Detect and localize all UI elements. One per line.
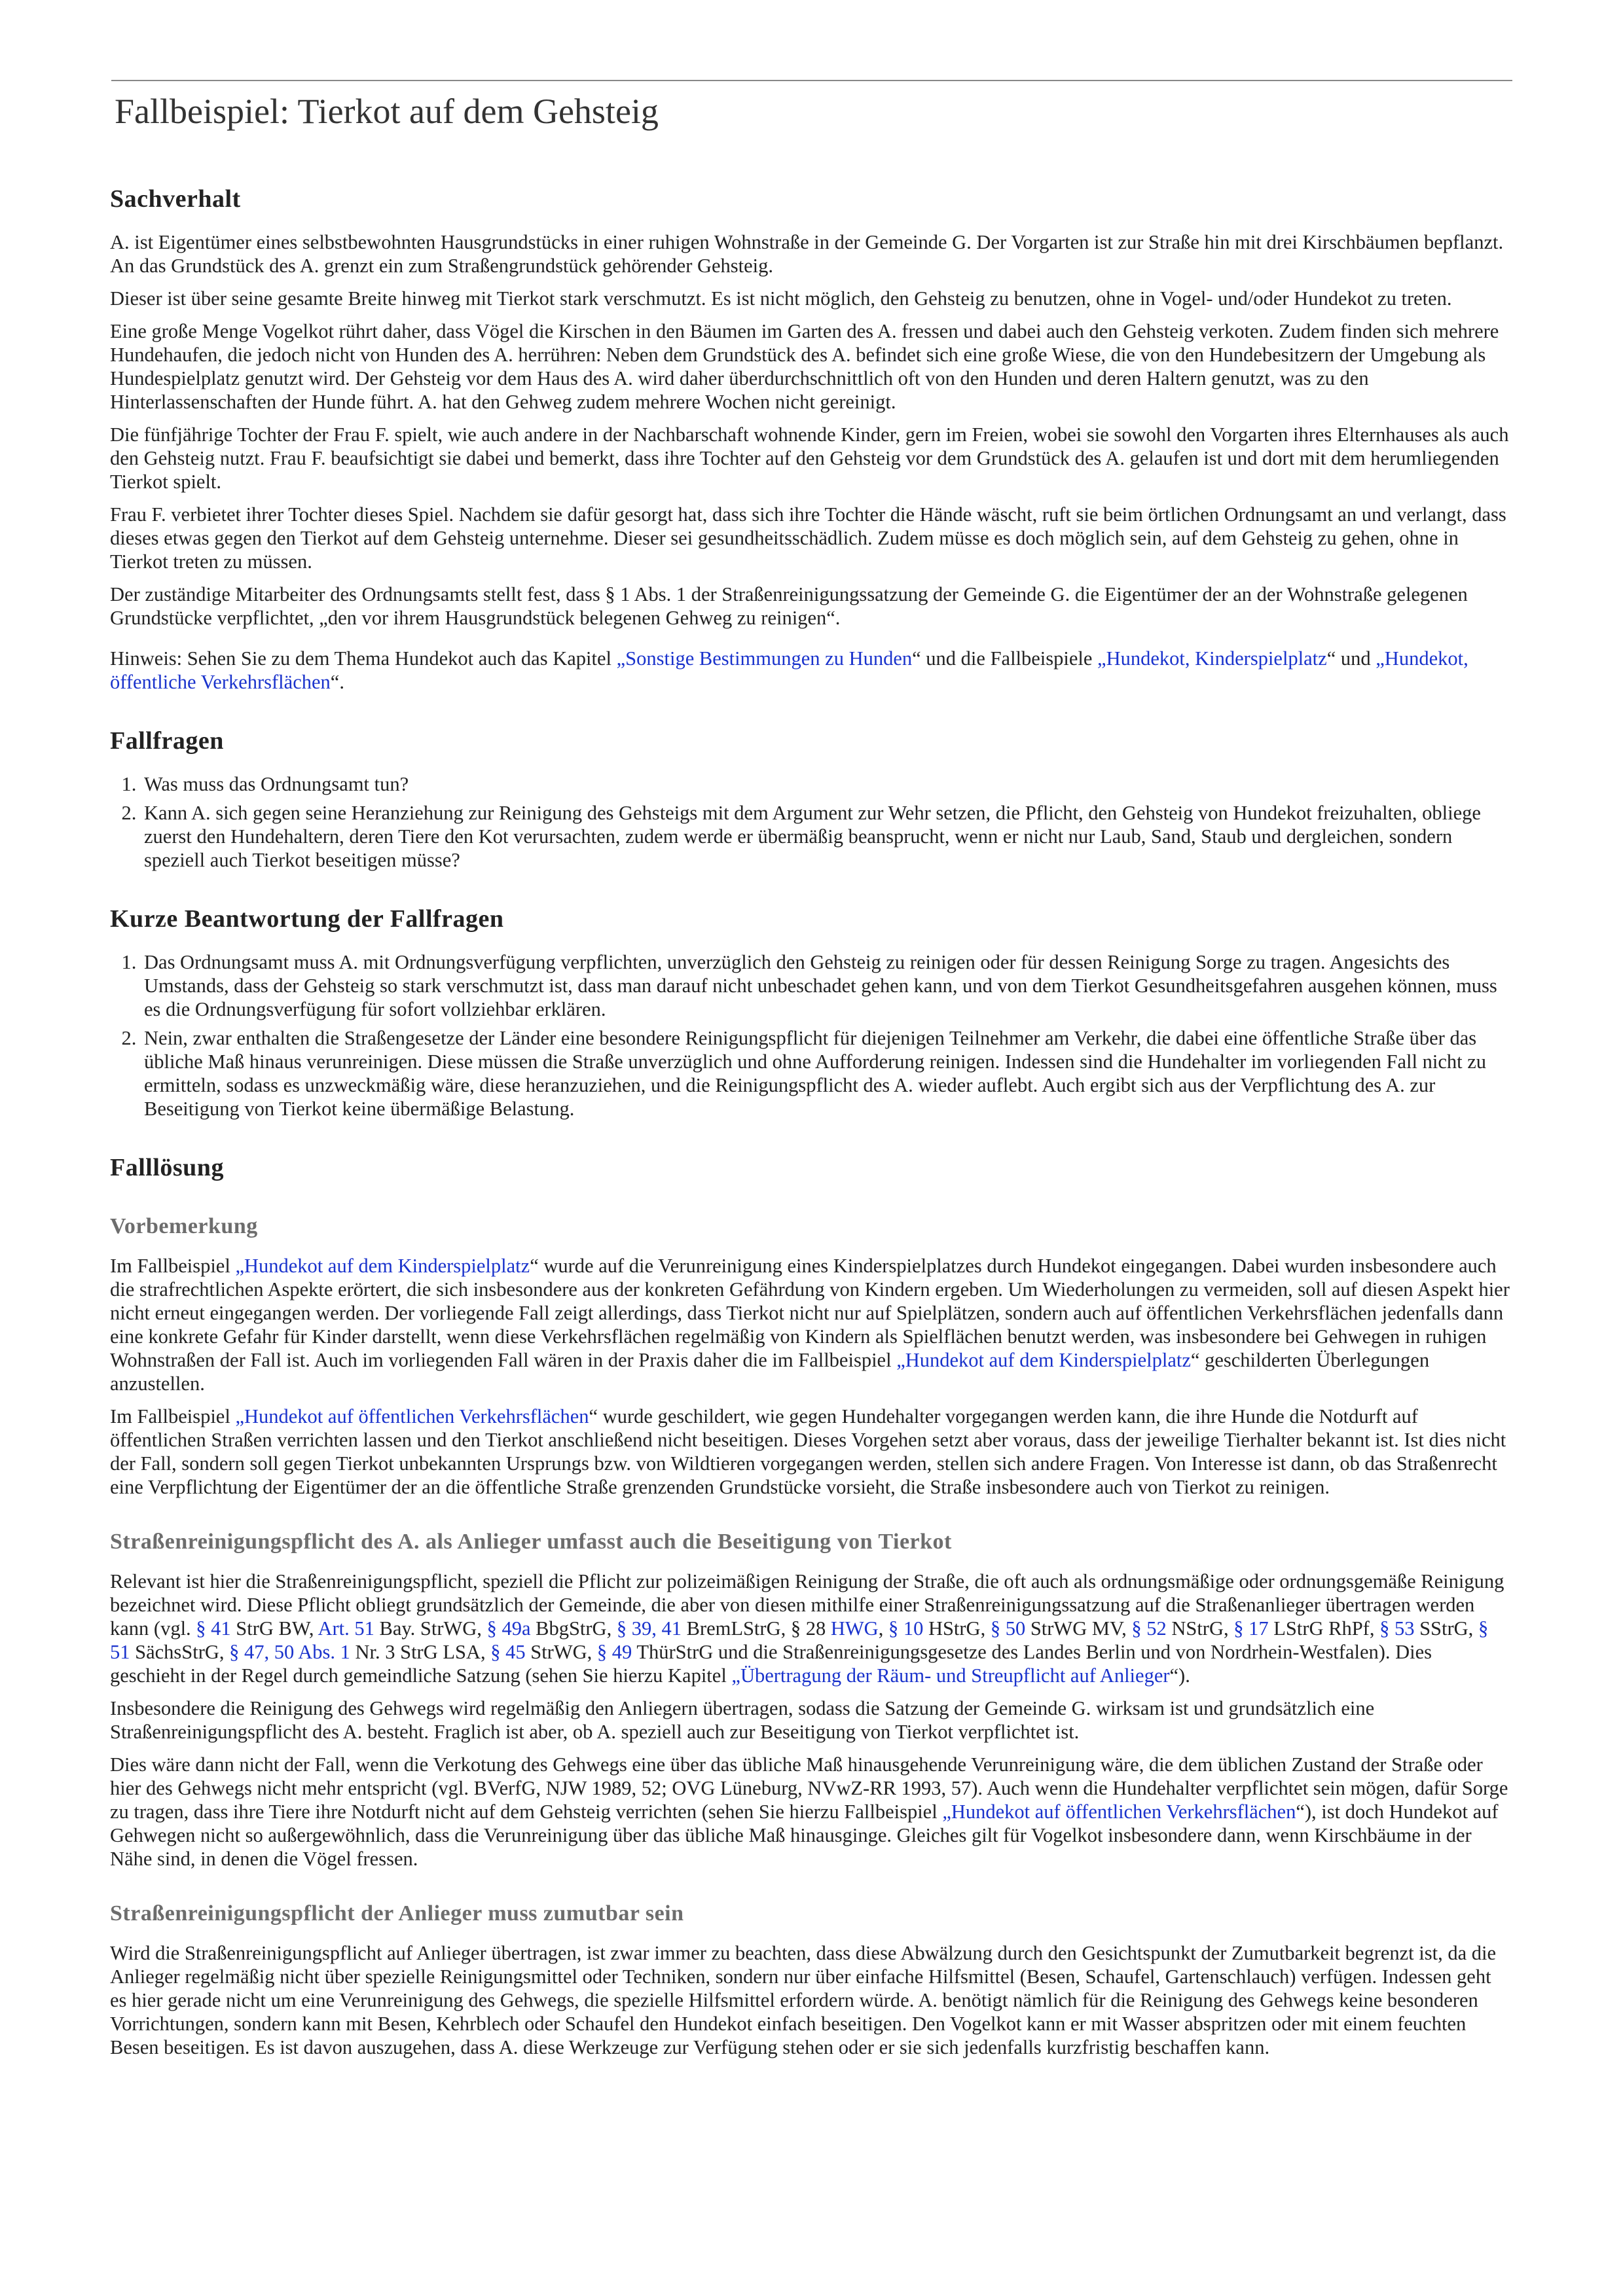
text: BbgStrG, (530, 1617, 617, 1640)
link-law-reference[interactable]: § 39, 41 (616, 1617, 682, 1640)
link-law-reference[interactable]: § 53 (1379, 1617, 1415, 1640)
link-law-reference[interactable]: § 49 (596, 1641, 632, 1663)
heading-fallfragen: Fallfragen (110, 727, 224, 755)
paragraph: Wird die Straßenreinigungspflicht auf Anlieger übertragen, ist zwar immer zu beachten, dass diese Abwälzung durch den Gesichtspunkt der Zumutbarkeit begrenzt ist, da die Anlieger regelmäßig nicht über spezielle Reinigungsmittel oder Techniken, sondern nur über einfache Hilfsmittel (Besen, Schaufel, Gartenschlauch) verfügen. Indessen geht es hier gerade nicht um eine Verunreinigung des Gehwegs, die spezielle Hilfsmittel erfordern würde. A. benötigt nämlich für die Reinigung des Gehwegs keine besonderen Vorrichtungen, sondern kann mit Besen, Kehrblech oder Schaufel den Hundekot einfach beseitigen. Den Vogelkot kann er mit Wasser abspritzen oder mit einem feuchten Besen beseitigen. Es ist davon auszugehen, dass A. diese Werkzeuge zur Verfügung stehen oder er sie sich jedenfalls kurzfristig beschaffen kann. (110, 1942, 1497, 2058)
text: “. (330, 671, 344, 693)
link-law-reference[interactable]: § 51 (110, 1617, 1489, 1663)
text: “), ist doch Hundekot auf Gehwegen nicht so außergewöhnlich, dass die Verunreinigung über das übliche Maß hinausginge. Gleiches gilt für Vogelkot insbesondere dann, wenn Kirschbäume in der Nähe sind, in denen die Vögel fressen. (110, 1801, 1499, 1870)
text: Dies wäre dann nicht der Fall, wenn die Verkotung des Gehwegs eine über das übliche Maß hinausgehende Verunreinigung wäre, die dem üblichen Zustand der Straße oder hier des Gehwegs nicht mehr entspricht (vgl. BVerfG, NJW 1989, 52; OVG Lüneburg, NVwZ-RR 1993, 57). Auch wenn die Hundehalter verpflichtet sein mögen, dafür Sorge zu tragen, dass ihre Tiere ihre Notdurft nicht auf dem Gehsteig verrichten (sehen Sie hierzu Fallbeispiel (110, 1753, 1508, 1823)
list-item: 1. Das Ordnungsamt muss A. mit Ordnungsverfügung verpflichten, unverzüglich den Gehsteig zu reinigen oder für dessen Reinigung Sorge zu tragen. Angesichts des Umstands, dass der Gehsteig so stark verschmutzt ist, dass man darauf nicht unbeschadet gehen kann, und von dem Tierkot Gesundheitsgefahren ausgehen können, muss es die Ordnungsverfügung für sofort vollziehbar erklären. (141, 950, 1511, 1021)
text: StrWG, (525, 1641, 597, 1663)
paragraph (110, 1405, 1511, 1499)
paragraph: Dieser ist über seine gesamte Breite hinweg mit Tierkot stark verschmutzt. Es ist nicht möglich, den Gehsteig zu benutzen, ohne in Vogel- und/oder Hundekot zu treten. (110, 287, 1452, 310)
paragraph: Die fünfjährige Tochter der Frau F. spielt, wie auch andere in der Nachbarschaft wohnende Kinder, gern im Freien, wobei sie sowohl den Vorgarten ihres Elternhauses als auch den Gehsteig nutzt. Frau F. beaufsichtigt sie dabei und bemerkt, dass ihre Tochter auf den Gehsteig vor dem Grundstück des A. gelaufen ist und dort mit dem herumliegenden Tierkot spielt. (110, 423, 1509, 493)
text: Relevant ist hier die Straßenreinigungspflicht, speziell die Pflicht zur polizeimäßigen Reinigung der Straße, die oft auch als ordnungsmäßige oder ordnungsgemäße Reinigung bezeichnet wird. Diese Pflicht obliegt grundsätzlich der Gemeinde, die aber von diesen mithilfe einer Straßenreinigungssatzung auf die Straßenanlieger übertragen werden kann (vgl. (110, 1570, 1504, 1640)
text: BremLStrG, § 28 (681, 1617, 831, 1640)
fallfragen-list (110, 772, 1511, 872)
text: Bay. StrWG, (374, 1617, 487, 1640)
paragraph: Eine große Menge Vogelkot rührt daher, dass Vögel die Kirschen in den Bäumen im Garten des A. fressen und dabei auch den Gehsteig verkoten. Zudem finden sich mehrere Hundehaufen, die jedoch nicht von Hunden des A. herrühren: Neben dem Grundstück des A. befindet sich eine große Wiese, die von den Hundebesitzern der Umgebung als Hundespielplatz genutzt wird. Der Gehsteig vor dem Haus des A. wird daher überdurchschnittlich oft von den Hunden und deren Haltern genutzt, was zu den Hinterlassenschaften der Hunde führt. A. hat den Gehweg zudem mehrere Wochen nicht gereinigt. (110, 320, 1499, 413)
list-item: 2. Nein, zwar enthalten die Straßengesetze der Länder eine besondere Reinigungspflicht für diejenigen Teilnehmer am Verkehr, die dabei eine öffentliche Straße über das übliche Maß hinaus verunreinigen. Diese müssen die Straße unverzüglich und ohne Aufforderung reinigen. Indessen sind die Hundehalter im vorliegenden Fall nicht zu ermitteln, sodass es unzweckmäßig wäre, diese heranzuziehen, und die Reinigungspflicht des A. wieder auflebt. Auch ergibt sich aus der Verpflichtung des A. zur Beseitigung von Tierkot keine übermäßige Belastung. (141, 1026, 1511, 1121)
text: ThürStrG und die Straßenreinigungsgesetze des Landes Berlin und von Nordrhein-Westfalen). Dies geschieht in der Regel durch gemeindliche Satzung (sehen Sie hierzu Kapitel (110, 1641, 1432, 1687)
heading-sachverhalt: Sachverhalt (110, 185, 241, 213)
text: “ und (1326, 647, 1376, 670)
top-rule (111, 80, 1512, 81)
link-law-reference[interactable]: HWG (830, 1617, 879, 1640)
section-falllosung (110, 1152, 1511, 2059)
text: Im Fallbeispiel (110, 1405, 236, 1427)
antworten-list (110, 950, 1511, 1121)
text: Im Fallbeispiel (110, 1255, 236, 1277)
text: “ und die Fallbeispiele (912, 647, 1098, 670)
link-law-reference[interactable]: Art. 51 (318, 1617, 374, 1640)
subheading-strassenreinigungspflicht: Straßenreinigungspflicht des A. als Anlieger umfasst auch die Beseitigung von Tierkot (110, 1530, 952, 1554)
text: , (878, 1617, 888, 1640)
link-hundekot-kinderspielplatz[interactable]: „Hundekot auf dem Kinderspielplatz (896, 1349, 1191, 1371)
link-uebertragung-raeumpflicht[interactable]: „Übertragung der Räum- und Streupflicht auf Anlieger (731, 1664, 1170, 1687)
link-hundekot-kinderspielplatz[interactable]: „Hundekot auf dem Kinderspielplatz (235, 1255, 530, 1277)
text: SStrG, (1414, 1617, 1478, 1640)
paragraph (110, 1753, 1511, 1871)
section-fallfragen (110, 725, 1511, 872)
text: “). (1169, 1664, 1190, 1687)
paragraph: Frau F. verbietet ihrer Tochter dieses Spiel. Nachdem sie dafür gesorgt hat, dass sich ihre Tochter die Hände wäscht, ruft sie beim örtlichen Ordnungsamt an und verlangt, dass dieses etwas gegen den Tierkot auf dem Gehsteig unternehme. Dieser sei gesundheitsschädlich. Zudem müsse es doch möglich sein, auf dem Gehsteig zu gehen, ohne in Tierkot treten zu müssen. (110, 503, 1506, 573)
link-law-reference[interactable]: § 45 (490, 1641, 526, 1663)
subheading-vorbemerkung: Vorbemerkung (110, 1214, 258, 1238)
link-law-reference[interactable]: § 50 (990, 1617, 1026, 1640)
link-law-reference[interactable]: § 52 (1131, 1617, 1167, 1640)
link-law-reference[interactable]: § 47, 50 Abs. 1 (229, 1641, 350, 1663)
link-hundekot-verkehrsflaechen[interactable]: „Hundekot, öffentliche Verkehrsflächen (110, 647, 1468, 693)
text: NStrG, (1166, 1617, 1234, 1640)
section-kurze-beantwortung (110, 903, 1511, 1121)
text: HStrG, (923, 1617, 991, 1640)
heading-falllosung: Falllösung (110, 1154, 224, 1181)
list-item: 1. Was muss das Ordnungsamt tun? (141, 772, 1511, 796)
paragraph: Der zuständige Mitarbeiter des Ordnungsamts stellt fest, dass § 1 Abs. 1 der Straßenreinigungssatzung der Gemeinde G. die Eigentümer der an der Wohnstraße gelegenen Grundstücke verpflichtet, „den vor ihrem Hausgrundstück belegenen Gehweg zu reinigen“. (110, 583, 1468, 629)
text: StrWG MV, (1025, 1617, 1132, 1640)
paragraph: Insbesondere die Reinigung des Gehwegs wird regelmäßig den Anliegern übertragen, sodass die Satzung der Gemeinde G. wirksam ist und grundsätzlich eine Straßenreinigungspflicht des A. besteht. Fraglich ist aber, ob A. speziell auch zur Beseitigung von Tierkot verpflichtet ist. (110, 1697, 1375, 1743)
text: Hinweis: Sehen Sie zu dem Thema Hundekot auch das Kapitel (110, 647, 617, 670)
heading-kurze-beantwortung: Kurze Beantwortung der Fallfragen (110, 905, 504, 933)
text: SächsStrG, (130, 1641, 230, 1663)
paragraph (110, 1570, 1511, 1687)
paragraph (110, 1254, 1511, 1395)
text: LStrG RhPf, (1268, 1617, 1380, 1640)
link-hundekot-kinderspielplatz[interactable]: „Hundekot, Kinderspielplatz (1097, 647, 1327, 670)
text: “ wurde geschildert, wie gegen Hundehalter vorgegangen werden kann, die ihre Hunde die Notdurft auf öffentlichen Straßen verrichten lassen und den Tierkot anschließend nicht beseitigen. Dieses Vorgehen setzt aber voraus, dass der jeweilige Tierhalter bekannt ist. Ist dies nicht der Fall, sondern soll gegen Tierkot unbekannten Ursprungs bzw. von Wildtieren vorgegangen werden, stellen sich andere Fragen. Von Interesse ist dann, ob das Straßenrecht eine Verpflichtung der Eigentümer der an die öffentliche Straße grenzenden Grundstücke vorsieht, die Straße insbesondere auch von Tierkot zu reinigen. (110, 1405, 1506, 1498)
page-title: Fallbeispiel: Tierkot auf dem Gehsteig (115, 92, 659, 131)
link-law-reference[interactable]: § 10 (888, 1617, 924, 1640)
link-law-reference[interactable]: § 17 (1233, 1617, 1269, 1640)
link-law-reference[interactable]: § 41 (196, 1617, 231, 1640)
subheading-zumutbarkeit: Straßenreinigungspflicht der Anlieger muss zumutbar sein (110, 1901, 684, 1926)
document-body (110, 183, 1511, 2068)
link-sonstige-bestimmungen[interactable]: „Sonstige Bestimmungen zu Hunden (616, 647, 913, 670)
link-law-reference[interactable]: § 49a (486, 1617, 531, 1640)
link-hundekot-verkehrsflaechen[interactable]: „Hundekot auf öffentlichen Verkehrsflächen (942, 1801, 1296, 1823)
section-sachverhalt (110, 183, 1511, 694)
link-hundekot-verkehrsflaechen[interactable]: „Hundekot auf öffentlichen Verkehrsflächen (235, 1405, 589, 1427)
paragraph: A. ist Eigentümer eines selbstbewohnten Hausgrundstücks in einer ruhigen Wohnstraße in der Gemeinde G. Der Vorgarten ist zur Straße hin mit drei Kirschbäumen bepflanzt. An das Grundstück des A. grenzt ein zum Straßengrundstück gehörender Gehsteig. (110, 231, 1504, 277)
text: StrG BW, (230, 1617, 318, 1640)
text: “ wurde auf die Verunreinigung eines Kinderspielplatzes durch Hundekot eingegangen. Dabei wurden insbesondere auch die strafrechtlichen Aspekte erörtert, die sich insbesondere aus der konkreten Gefährdung von Kindern ergeben. Um Wiederholungen zu vermeiden, soll auf diesen Aspekt hier nicht erneut eingegangen werden. Der vorliegende Fall zeigt allerdings, dass Tierkot nicht nur auf Spielplätzen, sondern auch auf öffentlichen Verkehrsflächen jedenfalls dann eine konkrete Gefahr für Kinder darstellt, wenn diese Verkehrsflächen regelmäßig von Kindern als Spielflächen benutzt werden, was insbesondere bei Gehwegen in ruhigen Wohnstraßen der Fall ist. Auch im vorliegenden Fall wären in der Praxis daher die im Fallbeispiel (110, 1255, 1510, 1371)
text: “ geschilderten Überlegungen anzustellen. (110, 1349, 1430, 1395)
list-item: 2. Kann A. sich gegen seine Heranziehung zur Reinigung des Gehsteigs mit dem Argument zur Wehr setzen, die Pflicht, den Gehsteig von Hundekot freizuhalten, obliege zuerst den Hundehaltern, deren Tiere den Kot verursachten, zudem werde er übermäßig beansprucht, wenn er nicht nur Laub, Sand, Staub und dergleichen, sondern speziell auch Tierkot beseitigen müsse? (141, 801, 1511, 872)
text: Nr. 3 StrG LSA, (350, 1641, 491, 1663)
hint-paragraph (110, 647, 1511, 694)
